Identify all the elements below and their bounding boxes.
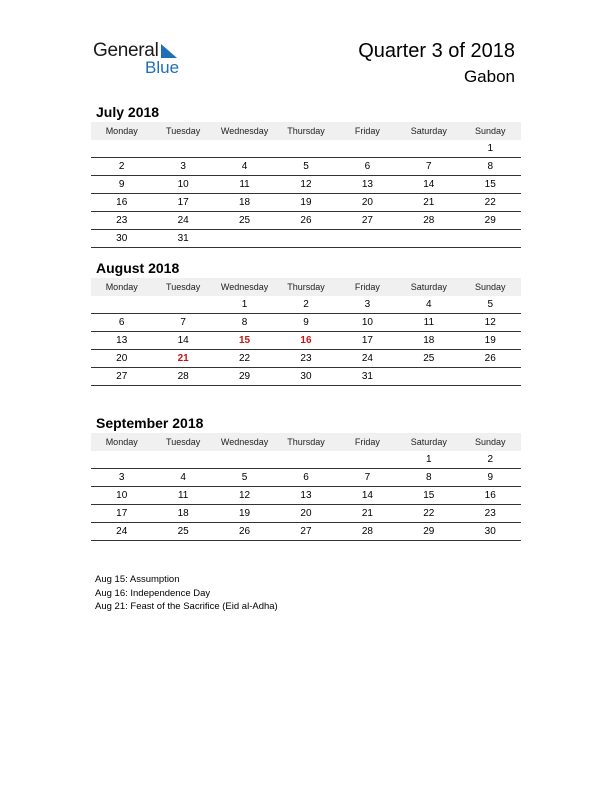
weekday-label: Monday xyxy=(105,126,138,136)
weekday-label: Tuesday xyxy=(166,126,201,136)
day-cell: 5 xyxy=(303,161,309,172)
day-cell: 22 xyxy=(238,353,251,364)
week-row xyxy=(91,505,521,523)
week-row xyxy=(91,296,521,314)
holiday-note: Aug 15: Assumption xyxy=(95,574,180,585)
day-cell xyxy=(460,368,521,385)
day-cell xyxy=(398,368,459,385)
day-cell: 25 xyxy=(177,526,189,537)
day-cell: 31 xyxy=(177,233,189,244)
weekday-label: Friday xyxy=(354,126,380,136)
day-cell: 24 xyxy=(116,526,128,537)
day-cell: 17 xyxy=(116,508,128,519)
day-cell: 18 xyxy=(177,508,189,519)
day-cell: 6 xyxy=(303,472,309,483)
day-cell xyxy=(460,230,521,247)
day-cell: 5 xyxy=(487,299,494,310)
week-row xyxy=(91,140,521,158)
day-cell: 10 xyxy=(177,179,189,190)
weekday-label: Sunday xyxy=(474,282,506,292)
day-cell: 1 xyxy=(426,454,432,465)
day-cell: 15 xyxy=(423,490,435,501)
day-cell: 30 xyxy=(300,371,312,382)
day-cell: 7 xyxy=(180,317,186,328)
weekday-label: Wednesday xyxy=(220,437,269,447)
day-cell: 4 xyxy=(241,161,248,172)
week-row xyxy=(91,451,521,469)
weekday-label: Tuesday xyxy=(166,282,201,292)
month-calendar-september xyxy=(91,413,521,541)
day-cell: 27 xyxy=(361,215,373,226)
day-cell: 5 xyxy=(241,472,248,483)
day-cell: 24 xyxy=(177,215,189,226)
day-cell: 16 xyxy=(116,197,128,208)
day-cell: 27 xyxy=(116,371,128,382)
weekday-label: Sunday xyxy=(474,126,506,136)
weekday-label: Wednesday xyxy=(220,282,269,292)
weekday-label: Tuesday xyxy=(166,437,201,447)
day-cell xyxy=(398,230,459,247)
weekday-label: Sunday xyxy=(474,437,506,447)
day-cell: 30 xyxy=(484,526,496,537)
day-cell xyxy=(275,451,336,468)
day-cell: 8 xyxy=(426,472,432,483)
week-row xyxy=(91,314,521,332)
generalblue-logo xyxy=(93,40,193,80)
day-cell: 7 xyxy=(426,161,432,172)
day-cell xyxy=(337,230,398,247)
day-cell xyxy=(214,230,275,247)
day-cell: 28 xyxy=(177,371,189,382)
day-cell xyxy=(91,451,152,468)
day-cell xyxy=(214,140,275,157)
page-title: Quarter 3 of 2018 xyxy=(358,40,515,62)
day-cell xyxy=(152,296,213,313)
day-cell: 16 xyxy=(484,490,496,501)
logo-word-blue: Blue xyxy=(145,58,180,77)
day-cell: 10 xyxy=(116,490,128,501)
day-cell: 12 xyxy=(238,490,251,501)
day-cell: 11 xyxy=(239,179,250,190)
day-cell: 26 xyxy=(238,526,251,537)
holiday-notes xyxy=(95,573,278,614)
week-row xyxy=(91,230,521,248)
weekday-label: Saturday xyxy=(410,282,447,292)
day-cell: 2 xyxy=(303,299,309,310)
week-row xyxy=(91,368,521,386)
weekday-header-row xyxy=(91,278,521,296)
day-cell: 23 xyxy=(484,508,496,519)
day-cell: 21 xyxy=(177,353,189,364)
day-cell: 3 xyxy=(364,299,371,310)
day-cell xyxy=(91,296,152,313)
day-cell: 9 xyxy=(118,179,125,190)
holiday-note: Aug 21: Feast of the Sacrifice (Eid al-Adha) xyxy=(95,601,278,612)
day-cell: 2 xyxy=(118,161,125,172)
day-cell: 9 xyxy=(303,317,309,328)
day-cell: 27 xyxy=(300,526,312,537)
week-row xyxy=(91,176,521,194)
day-cell: 29 xyxy=(484,215,496,226)
week-row xyxy=(91,212,521,230)
week-row xyxy=(91,523,521,541)
day-cell xyxy=(91,140,152,157)
day-cell: 25 xyxy=(423,353,435,364)
weekday-label: Monday xyxy=(105,437,138,447)
weekday-label: Thursday xyxy=(287,282,325,292)
weekday-label: Friday xyxy=(354,437,380,447)
day-cell: 14 xyxy=(423,179,435,190)
day-cell: 26 xyxy=(484,353,496,364)
day-cell: 17 xyxy=(361,335,373,346)
day-cell: 11 xyxy=(177,490,189,501)
day-cell: 3 xyxy=(118,472,125,483)
day-cell: 17 xyxy=(177,197,189,208)
day-cell: 4 xyxy=(426,299,432,310)
day-cell: 6 xyxy=(364,161,371,172)
month-title: September 2018 xyxy=(96,415,204,431)
day-cell: 18 xyxy=(423,335,435,346)
weekday-header-row xyxy=(91,122,521,140)
day-cell: 15 xyxy=(238,335,251,346)
month-title: July 2018 xyxy=(96,104,160,120)
day-cell: 13 xyxy=(116,335,128,346)
month-calendar-august xyxy=(91,258,521,386)
logo-triangle-icon xyxy=(161,44,177,58)
day-cell: 10 xyxy=(361,317,373,328)
holiday-note: Aug 16: Independence Day xyxy=(95,587,211,599)
day-cell: 23 xyxy=(116,215,128,226)
day-cell: 11 xyxy=(423,317,435,328)
day-cell: 1 xyxy=(487,143,494,154)
day-cell: 4 xyxy=(180,472,186,483)
day-cell: 20 xyxy=(361,197,373,208)
day-cell: 3 xyxy=(180,161,186,172)
day-cell: 31 xyxy=(361,371,373,382)
day-cell: 14 xyxy=(177,335,189,346)
week-row xyxy=(91,332,521,350)
day-cell: 24 xyxy=(361,353,373,364)
week-row xyxy=(91,158,521,176)
day-cell: 19 xyxy=(484,335,496,346)
day-cell xyxy=(275,230,336,247)
weekday-label: Thursday xyxy=(287,126,325,136)
week-row xyxy=(91,350,521,368)
day-cell xyxy=(337,451,398,468)
day-cell: 28 xyxy=(361,526,373,537)
day-cell: 12 xyxy=(300,179,312,190)
day-cell xyxy=(275,140,336,157)
week-row xyxy=(91,469,521,487)
day-cell: 22 xyxy=(484,197,496,208)
month-calendar-july xyxy=(91,102,521,248)
weekday-label: Monday xyxy=(105,282,138,292)
weekday-header-row xyxy=(91,433,521,451)
day-cell: 14 xyxy=(361,490,373,501)
day-cell: 6 xyxy=(118,317,125,328)
day-cell: 19 xyxy=(300,197,312,208)
weekday-label: Saturday xyxy=(410,126,447,136)
day-cell: 13 xyxy=(361,179,373,190)
day-cell xyxy=(214,451,275,468)
day-cell: 15 xyxy=(484,179,496,190)
day-cell: 21 xyxy=(361,508,373,519)
day-cell: 29 xyxy=(238,371,251,382)
day-cell xyxy=(398,140,459,157)
day-cell: 20 xyxy=(300,508,312,519)
day-cell: 19 xyxy=(238,508,251,519)
day-cell: 22 xyxy=(423,508,435,519)
day-cell: 23 xyxy=(300,353,312,364)
day-cell: 26 xyxy=(300,215,312,226)
day-cell: 18 xyxy=(238,197,251,208)
day-cell: 16 xyxy=(300,335,312,346)
day-cell: 20 xyxy=(116,353,128,364)
week-row xyxy=(91,194,521,212)
day-cell: 25 xyxy=(238,215,251,226)
country-name: Gabon xyxy=(463,67,515,86)
day-cell: 13 xyxy=(300,490,312,501)
day-cell: 30 xyxy=(116,233,128,244)
weekday-label: Thursday xyxy=(287,437,325,447)
day-cell: 8 xyxy=(487,161,494,172)
logo-word-general: General xyxy=(93,40,159,61)
month-title: August 2018 xyxy=(96,260,180,276)
day-cell: 2 xyxy=(487,454,494,465)
day-cell: 29 xyxy=(423,526,435,537)
day-cell: 7 xyxy=(364,472,371,483)
day-cell xyxy=(337,140,398,157)
day-cell: 21 xyxy=(423,197,435,208)
week-row xyxy=(91,487,521,505)
day-cell: 28 xyxy=(423,215,435,226)
day-cell: 9 xyxy=(487,472,494,483)
day-cell: 8 xyxy=(241,317,248,328)
weekday-label: Friday xyxy=(354,282,380,292)
weekday-label: Wednesday xyxy=(220,126,269,136)
weekday-label: Saturday xyxy=(410,437,447,447)
day-cell: 12 xyxy=(484,317,496,328)
day-cell xyxy=(152,451,213,468)
day-cell: 1 xyxy=(241,299,248,310)
day-cell xyxy=(152,140,213,157)
